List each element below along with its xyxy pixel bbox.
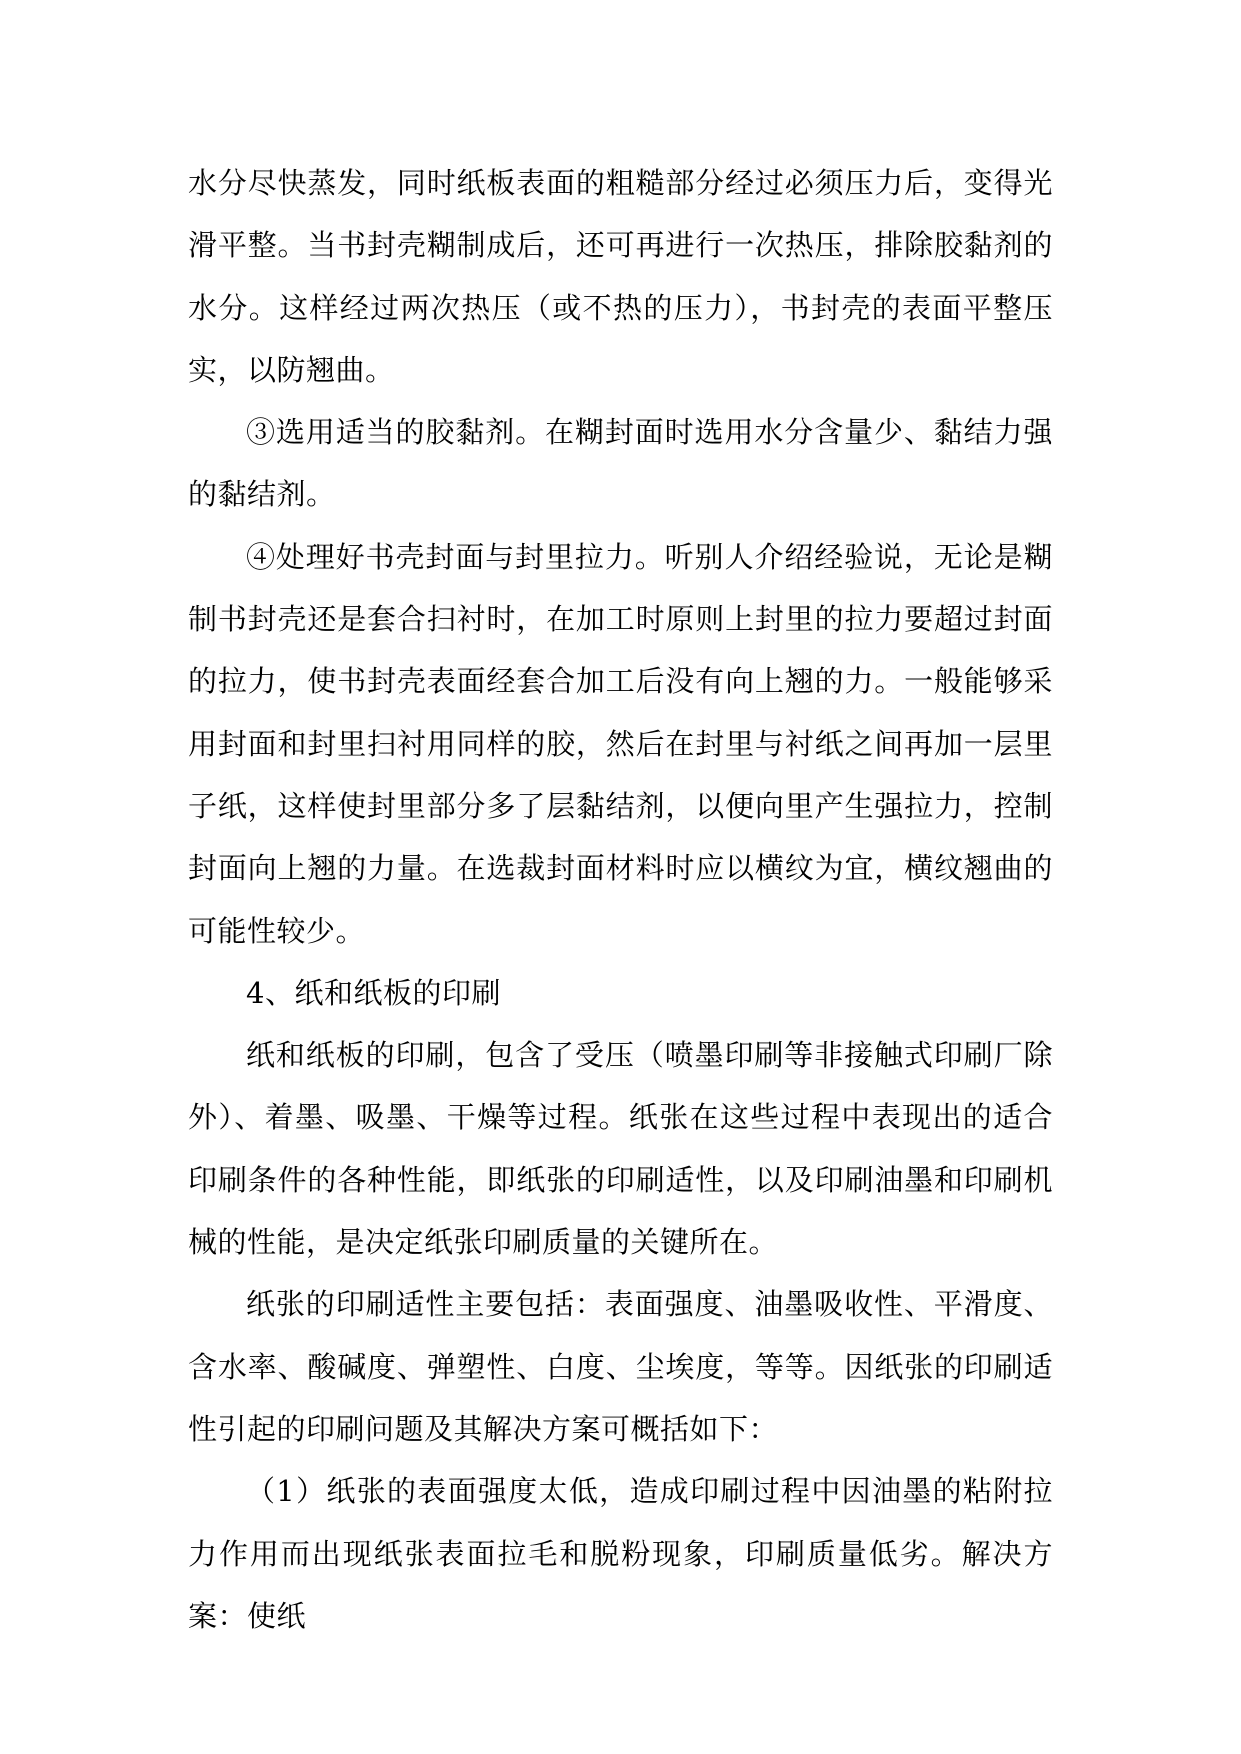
paragraph-item-4: ④处理好书壳封面与封里拉力。听别人介绍经验说，无论是糊制书封壳还是套合扫衬时，在加工时原则上封里的拉力要超过封面的拉力，使书封壳表面经套合加工后没有向上翘的力。一般能够采用封面和封里扫衬用同样的胶，然后在封里与衬纸之间再加一层里子纸，这样使封里部分多了层黏结剂，以便向里产生强拉力，控制封面向上翘的力量。在选裁封面材料时应以横纹为宜，横纹翘曲的可能性较少。 (188, 539, 1053, 948)
section-heading: 4、纸和纸板的印刷 (246, 975, 501, 1010)
body-text (188, 152, 1053, 1647)
paragraph-printing-intro: 纸和纸板的印刷，包含了受压（喷墨印刷等非接触式印刷厂除外）、着墨、吸墨、干燥等过程。纸张在这些过程中表现出的适合印刷条件的各种性能，即纸张的印刷适性，以及印刷油墨和印刷机械的性能，是决定纸张印刷质量的关键所在。 (188, 1038, 1053, 1260)
paragraph-problem-1: （1）纸张的表面强度太低，造成印刷过程中因油墨的粘附拉力作用而出现纸张表面拉毛和脱粉现象，印刷质量低劣。解决方案：使纸 (188, 1474, 1053, 1633)
paragraph-item-3: ③选用适当的胶黏剂。在糊封面时选用水分含量少、黏结力强的黏结剂。 (188, 415, 1053, 512)
paragraph-continuation: 水分尽快蒸发，同时纸板表面的粗糙部分经过必须压力后，变得光滑平整。当书封壳糊制成后，还可再进行一次热压，排除胶黏剂的水分。这样经过两次热压（或不热的压力），书封壳的表面平整压实，以防翘曲。 (188, 166, 1053, 387)
paragraph-printability: 纸张的印刷适性主要包括：表面强度、油墨吸收性、平滑度、含水率、酸碱度、弹塑性、白度、尘埃度，等等。因纸张的印刷适性引起的印刷问题及其解决方案可概括如下： (188, 1287, 1053, 1446)
